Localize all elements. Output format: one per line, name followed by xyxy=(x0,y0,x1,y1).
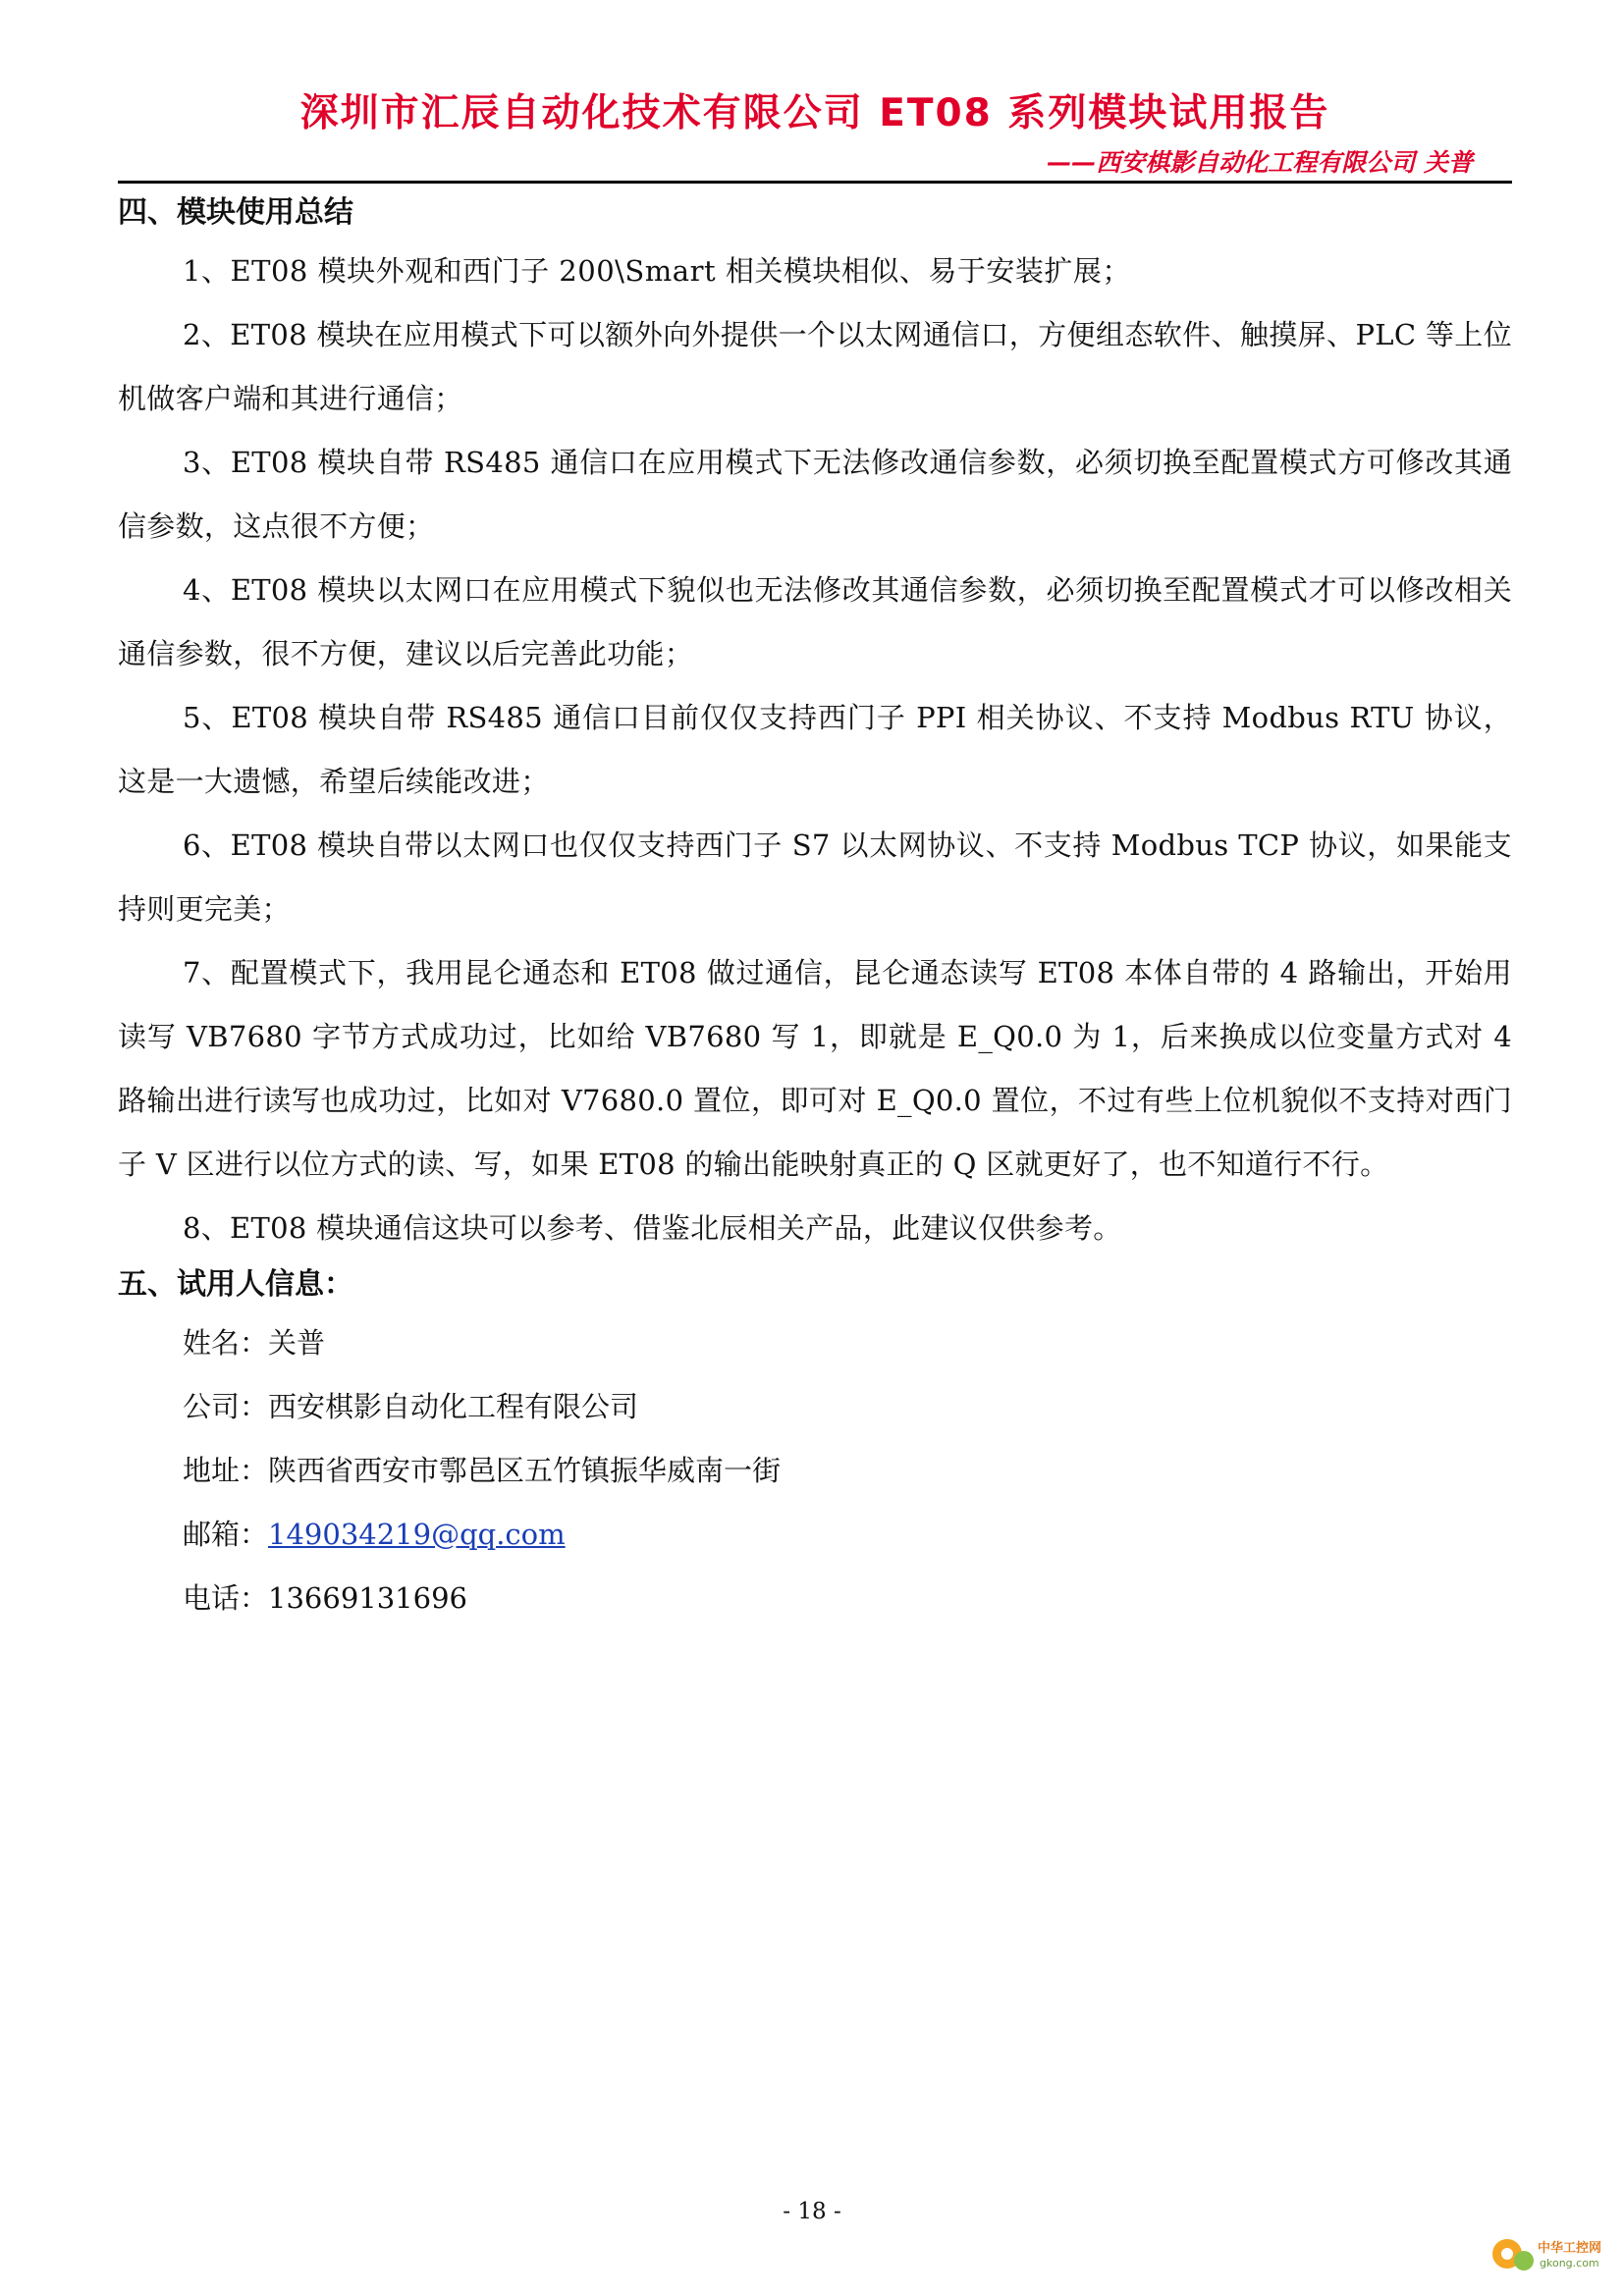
small-gear-icon xyxy=(1514,2251,1534,2270)
gkong-watermark-logo xyxy=(1492,2237,1602,2274)
tester-company-label: 公司： xyxy=(183,1390,269,1423)
report-author-line: ——西安棋影自动化工程有限公司 关普 xyxy=(1047,148,1473,177)
tester-name-label: 姓名： xyxy=(183,1326,269,1360)
tester-email-row xyxy=(118,1503,1512,1567)
tester-phone-value: 13669131696 xyxy=(268,1581,467,1615)
summary-item-6: 6、ET08 模块自带以太网口也仅仅支持西门子 S7 以太网协议、不支持 Modbus TCP 协议，如果能支持则更完美； xyxy=(118,828,1512,926)
watermark-text-cn: 中华工控网 xyxy=(1538,2241,1602,2256)
tester-email-link[interactable]: 149034219@qq.com xyxy=(268,1518,566,1551)
tester-address-row xyxy=(118,1439,1512,1503)
page-number: - 18 - xyxy=(783,2199,841,2224)
summary-item-7: 7、配置模式下，我用昆仑通态和 ET08 做过通信，昆仑通态读写 ET08 本体自带的 4 路输出，开始用读写 VB7680 字节方式成功过，比如给 VB7680 写 1，即就是 E_Q0.0 为 1，后来换成以位变量方式对 4 路输出进行读写也成功过，比如对 V7680.0 置位，即可对 E_Q0.0 置位，不过有些上位机貌似不支持对西门子 V 区进行以位方式的读、写，如果 ET08 的输出能映射真正的 Q 区就更好了，也不知道行不行。 xyxy=(118,956,1512,1181)
summary-item-8: 8、ET08 模块通信这块可以参考、借鉴北辰相关产品，此建议仅供参考。 xyxy=(183,1211,1122,1245)
tester-name-row xyxy=(118,1311,1512,1375)
tester-email-label: 邮箱： xyxy=(183,1518,269,1551)
summary-item-3: 3、ET08 模块自带 RS485 通信口在应用模式下无法修改通信参数，必须切换至配置模式方可修改其通信参数，这点很不方便； xyxy=(118,446,1512,543)
page-header xyxy=(118,69,1512,184)
summary-item-5: 5、ET08 模块自带 RS485 通信口目前仅仅支持西门子 PPI 相关协议、不支持 Modbus RTU 协议，这是一大遗憾，希望后续能改进； xyxy=(118,701,1512,798)
watermark-text-url: gkong.com xyxy=(1540,2257,1599,2269)
page-content xyxy=(118,188,1512,1630)
report-title: 深圳市汇辰自动化技术有限公司 ET08 系列模块试用报告 xyxy=(299,91,1330,135)
summary-item-1: 1、ET08 模块外观和西门子 200\Smart 相关模块相似、易于安装扩展； xyxy=(183,254,1131,288)
summary-item-4: 4、ET08 模块以太网口在应用模式下貌似也无法修改其通信参数，必须切换至配置模式才可以修改相关通信参数，很不方便，建议以后完善此功能； xyxy=(118,573,1512,670)
tester-phone-label: 电话： xyxy=(183,1581,269,1615)
section-heading-summary: 四、模块使用总结 xyxy=(118,195,353,230)
tester-name-value: 关普 xyxy=(268,1326,326,1360)
summary-item-2: 2、ET08 模块在应用模式下可以额外向外提供一个以太网通信口，方便组态软件、触摸屏、PLC 等上位机做客户端和其进行通信； xyxy=(118,318,1512,415)
tester-address-value: 陕西省西安市鄠邑区五竹镇振华威南一街 xyxy=(268,1454,782,1487)
section-heading-tester-info: 五、试用人信息： xyxy=(118,1267,353,1302)
tester-company-row xyxy=(118,1375,1512,1439)
tester-phone-row xyxy=(118,1567,1512,1630)
tester-address-label: 地址： xyxy=(183,1454,269,1487)
tester-company-value: 西安棋影自动化工程有限公司 xyxy=(268,1390,639,1423)
